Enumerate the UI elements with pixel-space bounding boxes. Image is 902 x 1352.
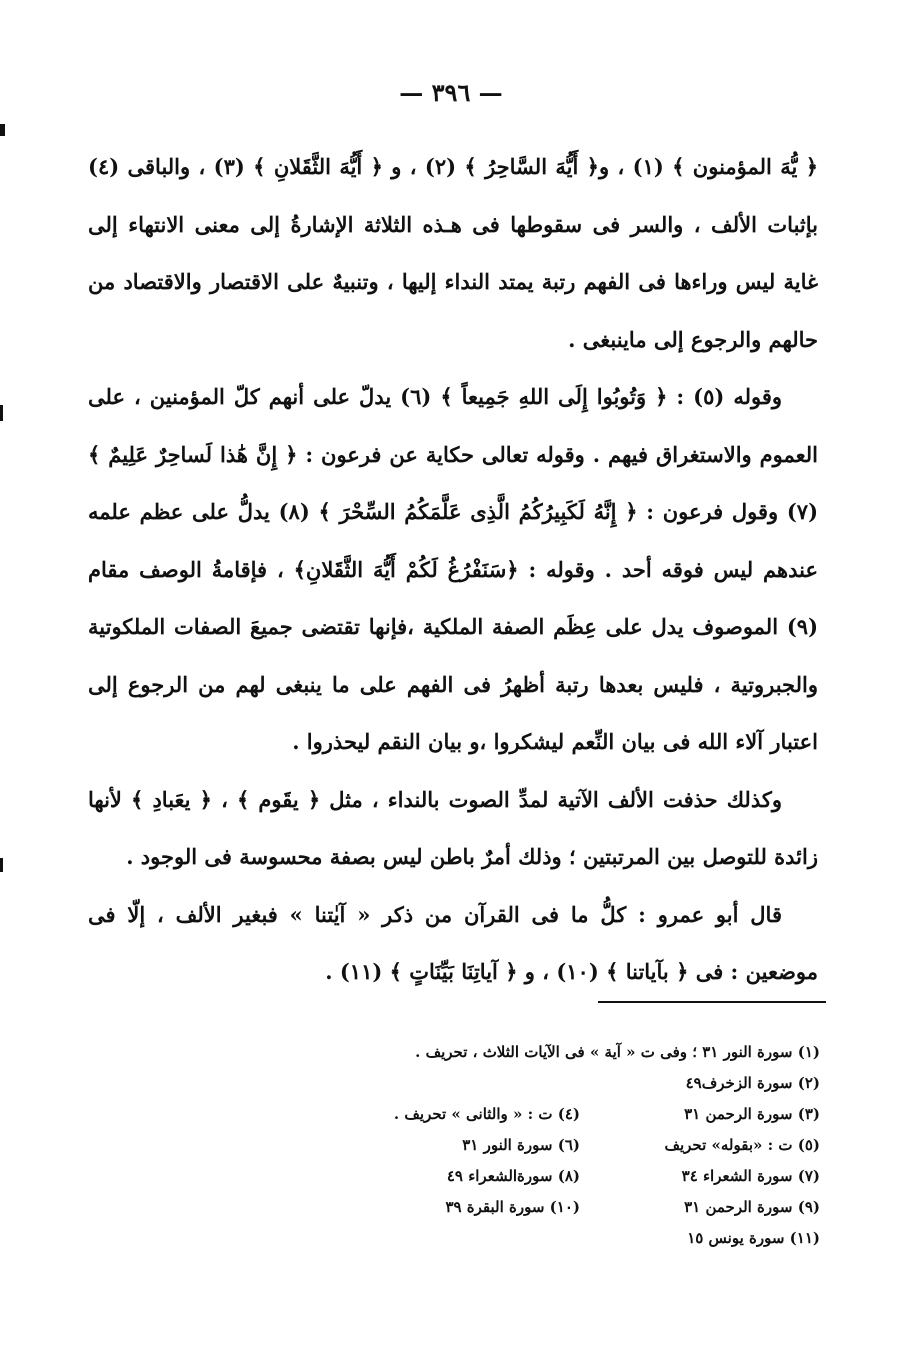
footnote-7 (580, 1167, 820, 1185)
footnote-11 (580, 1229, 820, 1247)
paragraph: قال أبو عمرو : كلُّ ما فى القرآن من ذكر « آيٰتنا » فبغير الألف ، إلّا فى موضعين : فى ﴿ بآياتنا ﴾ (١٠) ، و ﴿ آياتِنَا بَيِّنَاتٍ ﴾ (١١) . (88, 901, 818, 984)
footnote-number: (١١) (789, 1228, 820, 1247)
footnote-number: (١) (797, 1042, 820, 1061)
footnote-4 (340, 1105, 580, 1123)
footnote-10 (340, 1198, 580, 1216)
footnote-text: سورةالشعراء ٤٩ (446, 1166, 553, 1185)
footnote-number: (٥) (797, 1135, 820, 1154)
paragraph: وقوله (٥) : ﴿ وَتُوبُوا إِلَى اللهِ جَمِيعاً ﴾ (٦) يدلّ على أنهم كلّ المؤمنين ، على العموم والاستغراق فيهم . وقوله تعالى حكاية عن فرعون : ﴿ إِنَّ هَٰذا لَساحِرٌ عَلِيمٌ ﴾ (٧) وقول فرعون : ﴿ إِنَّهُ لَكَبِيرُكُمُ الَّذِى عَلَّمَكُمُ السِّحْرَ ﴾ (٨) يدلُّ على عظم علمه عندهم ليس فوقه أحد . وقوله : ﴿سَنَفْرُغُ لَكُمْ أَيُّهَ الثَّقَلانِ﴾ ، فإقامةُ الوصف مقام (٩) الموصوف يدل على عِظَم الصفة الملكية ،فإنها تقتضى جميعَ الصفات الملكوتية والجبروتية ، فليس بعدها رتبة أظهرُ فى الفهم على ما ينبغى لهم من الرجوع إلى اعتبار آلاء الله فى بيان النِّعم ليشكروا ،و بيان النقم ليحذروا . (88, 384, 818, 754)
footnotes (200, 1036, 820, 1253)
footnote-3 (580, 1105, 820, 1123)
scan-edge-mark (0, 858, 3, 872)
footnote-number: (٨) (557, 1166, 580, 1185)
footnote-number: (٤) (557, 1104, 580, 1123)
footnote-row (200, 1067, 820, 1098)
footnote-number: (٣) (797, 1104, 820, 1123)
footnote-text: سورة الزخرف٤٩ (685, 1073, 793, 1092)
footnote-text: ت : « والثانى » تحريف . (393, 1104, 553, 1123)
footnote-text: سورة النور ٣١ (462, 1135, 553, 1154)
scan-edge-mark (0, 124, 5, 136)
footnote-row (200, 1036, 820, 1067)
footnote-text: سورة النور ٣١ ؛ وفى ت « آية » فى الآيات الثلاث ، تحريف . (415, 1042, 793, 1061)
footnote-2 (580, 1074, 820, 1092)
footnote-1 (200, 1043, 820, 1061)
paragraph: وكذلك حذفت الألف الآتية لمدِّ الصوت بالنداء ، مثل ﴿ يقَوم ﴾ ، ﴿ يعَبادِ ﴾ لأنها زائدة للتوصل بين المرتبتين ؛ وذلك أمرٌ باطن ليس بصفة محسوسة فى الوجود . (88, 786, 818, 869)
footnote-text: سورة الرحمن ٣١ (684, 1104, 793, 1123)
footnote-number: (٢) (797, 1073, 820, 1092)
footnote-row (200, 1098, 820, 1129)
footnote-text: سورة البقرة ٣٩ (445, 1197, 545, 1216)
footnote-number: (٦) (557, 1135, 580, 1154)
footnote-5 (580, 1136, 820, 1154)
footnote-9 (580, 1198, 820, 1216)
footnote-number: (٩) (797, 1197, 820, 1216)
main-text (88, 138, 818, 1001)
footnote-8 (340, 1167, 580, 1185)
footnote-text: سورة الرحمن ٣١ (684, 1197, 793, 1216)
footnote-text: سورة يونس ١٥ (687, 1228, 785, 1247)
footnote-row (200, 1129, 820, 1160)
footnote-number: (١٠) (549, 1197, 580, 1216)
scan-edge-mark (0, 405, 3, 421)
footnote-row (200, 1191, 820, 1222)
footnote-number: (٧) (797, 1166, 820, 1185)
footnote-6 (340, 1136, 580, 1154)
footnote-text: سورة الشعراء ٣٤ (681, 1166, 793, 1185)
footnote-text: ت : «بقوله» تحريف (664, 1135, 793, 1154)
footnote-row (200, 1160, 820, 1191)
footnote-separator (598, 1001, 826, 1003)
footnote-row (200, 1222, 820, 1253)
paragraph: ﴿ يُّهَ المؤمنون ﴾ (١) ، و﴿ أَيُّهَ السَّاحِرُ ﴾ (٢) ، و ﴿ أَيُّهَ الثَّقَلانِ ﴾ (٣) ، والباقى (٤) بإثبات الألف ، والسر فى سقوطها فى هـذه الثلاثة الإشارةُ إلى معنى الانتهاء إلى غاية ليس وراءها فى الفهم رتبة يمتد النداء إليها ، وتنبيهٌ على الاقتصار والاقتصاد من حالهم والرجوع إلى ماينبغى . (88, 154, 818, 352)
page-number: — ٣٩٦ — (399, 78, 503, 107)
